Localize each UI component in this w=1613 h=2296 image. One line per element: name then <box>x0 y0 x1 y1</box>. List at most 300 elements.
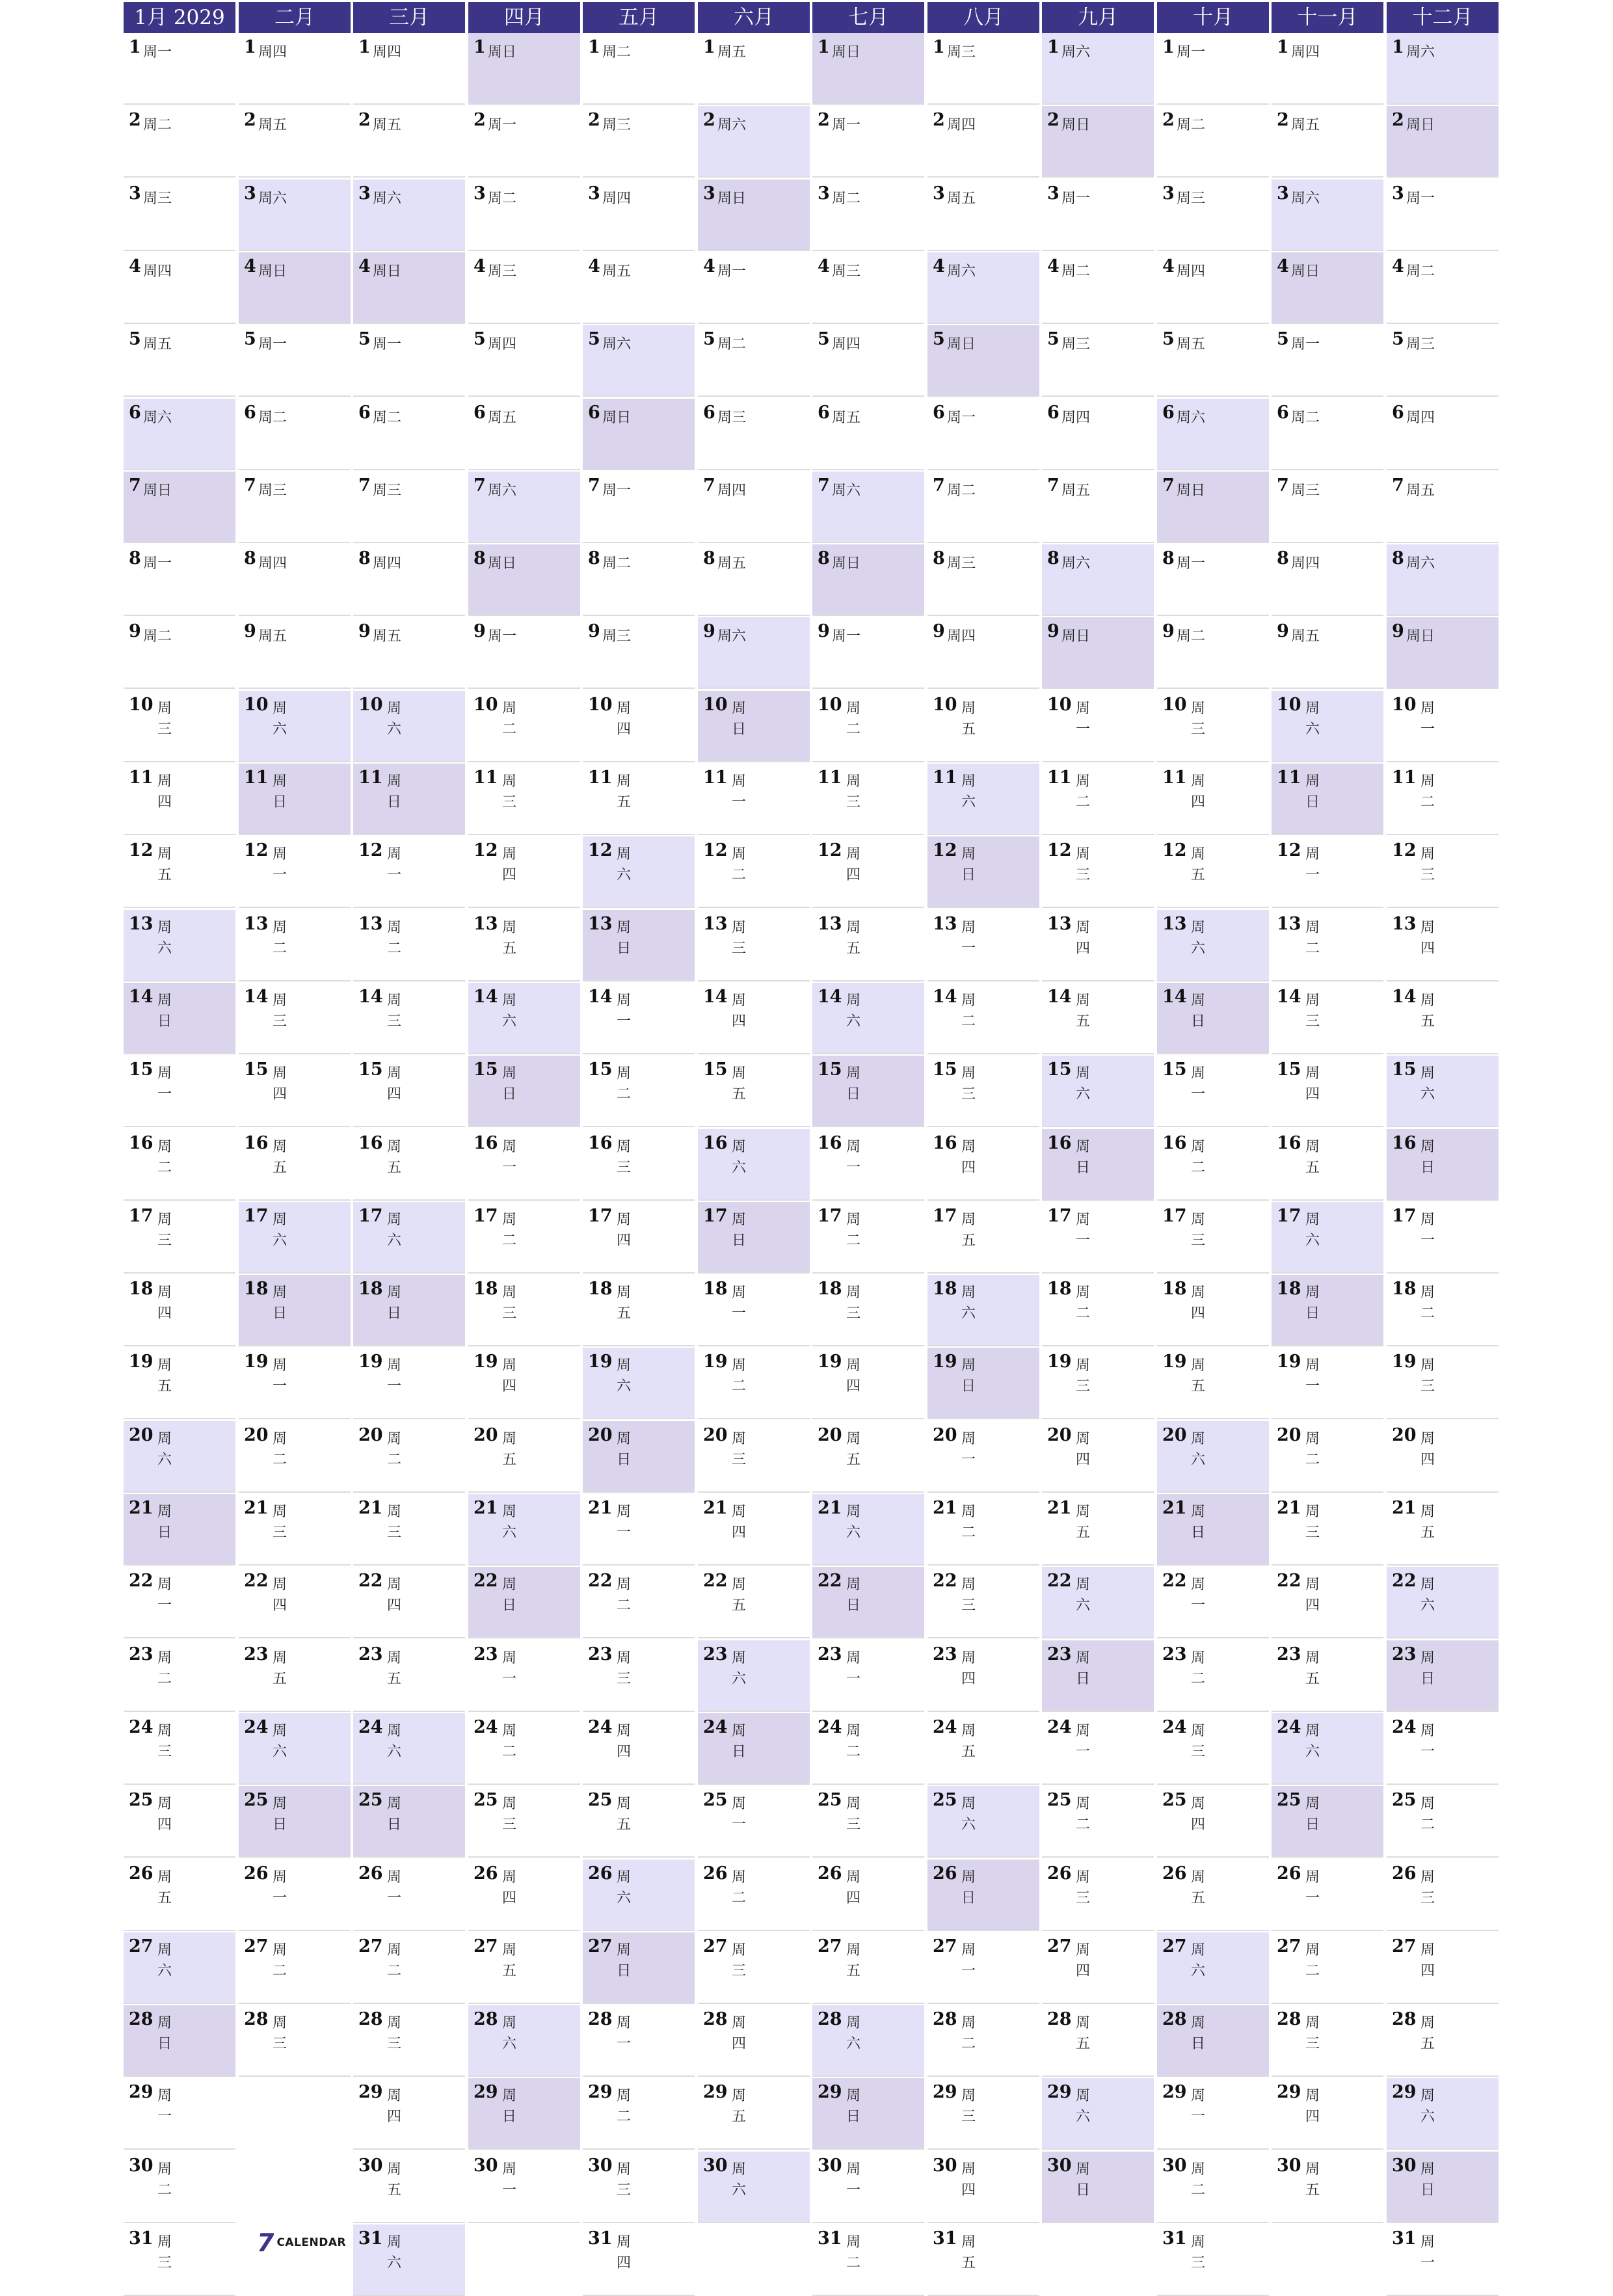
day-number: 16 <box>1277 1133 1301 1153</box>
weekday-label: 周一 <box>502 1650 517 1687</box>
day-cell <box>239 764 351 835</box>
day-number: 2 <box>358 110 371 130</box>
weekday-label: 周六 <box>1305 701 1320 738</box>
day-cell <box>353 1786 465 1858</box>
day-number: 24 <box>588 1717 613 1737</box>
day-cell <box>1272 617 1383 689</box>
weekday-label: 周六 <box>157 1942 172 1979</box>
weekday-label: 周二 <box>1061 263 1091 280</box>
day-number: 18 <box>1047 1279 1072 1299</box>
weekday-label: 周一 <box>157 1065 172 1102</box>
day-number: 31 <box>933 2228 957 2249</box>
day-number: 23 <box>818 1644 842 1664</box>
day-cell <box>1042 1421 1154 1493</box>
day-number: 9 <box>703 621 715 641</box>
day-number: 3 <box>1277 183 1289 204</box>
day-number: 6 <box>473 403 486 423</box>
day-cell <box>698 836 810 908</box>
day-cell <box>468 691 580 762</box>
weekday-label: 周四 <box>1420 1942 1435 1979</box>
weekday-label: 周六 <box>832 483 861 499</box>
day-cell <box>468 1421 580 1493</box>
day-number: 9 <box>244 621 256 641</box>
day-number: 12 <box>818 840 842 861</box>
day-number: 20 <box>1162 1425 1187 1445</box>
weekday-label: 周四 <box>1076 920 1091 957</box>
weekday-label: 周二 <box>961 2015 976 2052</box>
weekday-label: 周日 <box>717 191 747 207</box>
day-number: 5 <box>1277 329 1289 349</box>
weekday-label: 周六 <box>157 920 172 957</box>
day-number: 31 <box>358 2228 383 2249</box>
month-header: 1月 2029 <box>124 2 235 33</box>
day-number: 10 <box>1047 695 1072 715</box>
day-cell <box>698 1567 810 1638</box>
weekday-label: 周五 <box>1305 1139 1320 1176</box>
weekday-label: 周日 <box>143 483 172 499</box>
day-cell <box>812 1713 924 1785</box>
day-cell <box>124 2152 235 2223</box>
day-number: 22 <box>244 1571 269 1591</box>
month-header: 九月 <box>1042 2 1154 33</box>
weekday-label: 周四 <box>157 1796 172 1833</box>
day-cell <box>1272 1713 1383 1785</box>
day-number: 14 <box>358 987 383 1007</box>
weekday-label: 周日 <box>488 44 517 60</box>
day-number: 7 <box>1162 475 1175 496</box>
day-cell <box>124 1056 235 1127</box>
day-number: 17 <box>358 1206 383 1226</box>
weekday-label: 周五 <box>373 628 402 645</box>
day-number: 19 <box>244 1352 269 1372</box>
weekday-label: 周五 <box>832 410 861 426</box>
day-number: 15 <box>1392 1060 1417 1080</box>
weekday-label: 周日 <box>732 1212 747 1249</box>
day-cell <box>1272 1932 1383 2004</box>
weekday-label: 周五 <box>602 263 632 280</box>
day-number: 5 <box>933 329 945 349</box>
day-cell <box>353 2224 465 2296</box>
weekday-label: 周三 <box>846 1796 861 1833</box>
day-cell <box>1042 2152 1154 2223</box>
day-number: 17 <box>933 1206 957 1226</box>
day-number: 5 <box>1392 329 1404 349</box>
day-cell <box>1272 1275 1383 1346</box>
day-number: 21 <box>588 1498 613 1518</box>
day-cell <box>468 1494 580 1566</box>
day-number: 18 <box>358 1279 383 1299</box>
day-cell <box>468 764 580 835</box>
day-cell <box>927 1713 1039 1785</box>
day-number: 4 <box>473 256 486 276</box>
day-number: 29 <box>473 2082 498 2102</box>
day-cell <box>583 1932 695 2004</box>
weekday-label: 周四 <box>502 846 517 883</box>
day-number: 30 <box>1392 2156 1417 2176</box>
weekday-label: 周六 <box>1406 555 1435 572</box>
weekday-label: 周六 <box>1061 555 1091 572</box>
weekday-label: 周日 <box>1177 483 1206 499</box>
day-number: 12 <box>1047 840 1072 861</box>
day-number: 3 <box>933 183 945 204</box>
weekday-label: 周一 <box>273 1869 287 1906</box>
day-number: 26 <box>1392 1863 1417 1884</box>
day-cell <box>927 1056 1039 1127</box>
day-number: 21 <box>473 1498 498 1518</box>
day-cell <box>583 1494 695 1566</box>
day-cell <box>239 106 351 178</box>
day-cell <box>812 764 924 835</box>
day-number: 12 <box>703 840 728 861</box>
day-number: 27 <box>1047 1936 1072 1956</box>
day-number: 26 <box>703 1863 728 1884</box>
day-cell <box>1387 325 1499 397</box>
weekday-label: 周四 <box>617 701 632 738</box>
day-cell <box>1387 2078 1499 2150</box>
day-cell <box>927 1275 1039 1346</box>
weekday-label: 周一 <box>157 2088 172 2125</box>
weekday-label: 周六 <box>373 191 402 207</box>
weekday-label: 周六 <box>717 117 747 133</box>
day-cell <box>812 1860 924 1931</box>
day-cell <box>468 1786 580 1858</box>
day-number: 14 <box>129 987 153 1007</box>
day-number: 25 <box>358 1790 383 1810</box>
weekday-label: 周三 <box>1291 483 1320 499</box>
day-cell <box>583 1421 695 1493</box>
day-cell <box>698 764 810 835</box>
weekday-label: 周日 <box>1420 1650 1435 1687</box>
day-number: 25 <box>244 1790 269 1810</box>
weekday-label: 周二 <box>732 846 747 883</box>
day-cell <box>124 1494 235 1566</box>
day-number: 7 <box>473 475 486 496</box>
weekday-label: 周二 <box>1406 263 1435 280</box>
day-cell <box>353 1567 465 1638</box>
day-cell <box>468 399 580 470</box>
day-cell <box>1042 1275 1154 1346</box>
weekday-label: 周四 <box>373 555 402 572</box>
weekday-label: 周日 <box>846 1065 861 1102</box>
day-number: 4 <box>818 256 830 276</box>
day-cell <box>239 836 351 908</box>
weekday-label: 周五 <box>961 701 976 738</box>
day-cell <box>812 1129 924 1201</box>
day-cell <box>812 1494 924 1566</box>
weekday-label: 周一 <box>1191 1065 1206 1102</box>
weekday-label: 周日 <box>1191 2015 1206 2052</box>
day-cell <box>812 2005 924 2077</box>
day-cell <box>583 1567 695 1638</box>
weekday-label: 周五 <box>947 191 976 207</box>
day-number: 2 <box>244 110 256 130</box>
day-cell <box>698 1275 810 1346</box>
day-cell <box>1157 1932 1269 2004</box>
day-cell <box>124 836 235 908</box>
day-cell <box>1272 252 1383 324</box>
day-number: 15 <box>588 1060 613 1080</box>
weekday-label: 周一 <box>1076 1723 1091 1760</box>
day-cell <box>583 1129 695 1201</box>
day-cell <box>353 1056 465 1127</box>
day-number: 4 <box>933 256 945 276</box>
day-cell <box>1157 1056 1269 1127</box>
day-cell <box>1157 252 1269 324</box>
weekday-label: 周日 <box>832 555 861 572</box>
weekday-label: 周三 <box>1191 1212 1206 1249</box>
day-cell <box>468 252 580 324</box>
weekday-label: 周五 <box>846 1431 861 1468</box>
day-number: 25 <box>1162 1790 1187 1810</box>
weekday-label: 周五 <box>1305 2161 1320 2198</box>
day-number: 5 <box>358 329 371 349</box>
weekday-label: 周一 <box>617 2015 632 2052</box>
day-number: 14 <box>1162 987 1187 1007</box>
weekday-label: 周三 <box>732 1431 747 1468</box>
day-cell <box>927 983 1039 1054</box>
day-cell <box>1387 983 1499 1054</box>
weekday-label: 周四 <box>143 263 172 280</box>
weekday-label: 周四 <box>717 483 747 499</box>
weekday-label: 周六 <box>1305 1212 1320 1249</box>
day-number: 3 <box>1162 183 1175 204</box>
day-cell <box>583 1713 695 1785</box>
day-cell <box>698 2152 810 2223</box>
day-cell <box>1157 1275 1269 1346</box>
day-cell <box>927 1421 1039 1493</box>
day-number: 24 <box>818 1717 842 1737</box>
month-column-12 <box>1387 0 1499 2282</box>
day-cell <box>353 252 465 324</box>
weekday-label: 周六 <box>1076 1065 1091 1102</box>
weekday-label: 周四 <box>961 2161 976 2198</box>
day-number: 21 <box>244 1498 269 1518</box>
weekday-label: 周六 <box>846 2015 861 2052</box>
weekday-label: 周二 <box>832 191 861 207</box>
weekday-label: 周日 <box>602 410 632 426</box>
day-number: 20 <box>818 1425 842 1445</box>
day-cell <box>239 983 351 1054</box>
day-number: 26 <box>933 1863 957 1884</box>
day-number: 21 <box>358 1498 383 1518</box>
day-cell <box>927 1786 1039 1858</box>
day-cell <box>1272 325 1383 397</box>
day-cell <box>353 1932 465 2004</box>
weekday-label: 周三 <box>1076 846 1091 883</box>
day-cell <box>1042 252 1154 324</box>
day-cell <box>1272 1786 1383 1858</box>
weekday-label: 周三 <box>273 2015 287 2052</box>
weekday-label: 周一 <box>1291 336 1320 353</box>
day-number: 22 <box>1392 1571 1417 1591</box>
day-number: 13 <box>1277 914 1301 934</box>
day-number: 30 <box>933 2156 957 2176</box>
day-cell <box>239 33 351 105</box>
day-cell <box>812 472 924 543</box>
day-number: 25 <box>588 1790 613 1810</box>
day-cell <box>698 1494 810 1566</box>
day-number: 2 <box>933 110 945 130</box>
day-cell <box>583 33 695 105</box>
weekday-label: 周二 <box>1191 1139 1206 1176</box>
day-number: 8 <box>1047 548 1060 568</box>
day-number: 7 <box>933 475 945 496</box>
day-number: 8 <box>244 548 256 568</box>
weekday-label: 周六 <box>258 191 287 207</box>
day-number: 23 <box>588 1644 613 1664</box>
day-cell <box>468 2078 580 2150</box>
day-cell <box>353 399 465 470</box>
day-cell <box>1387 1129 1499 1201</box>
weekday-label: 周四 <box>157 1285 172 1322</box>
weekday-label: 周四 <box>1305 1577 1320 1614</box>
weekday-label: 周四 <box>1191 1285 1206 1322</box>
day-number: 19 <box>129 1352 153 1372</box>
day-number: 2 <box>129 110 141 130</box>
day-cell <box>468 1932 580 2004</box>
day-number: 6 <box>1047 403 1060 423</box>
day-cell <box>1042 691 1154 762</box>
day-cell <box>468 1129 580 1201</box>
day-number: 14 <box>1047 987 1072 1007</box>
day-cell <box>1387 544 1499 616</box>
day-number: 23 <box>1047 1644 1072 1664</box>
weekday-label: 周日 <box>846 2088 861 2125</box>
weekday-label: 周一 <box>502 1139 517 1176</box>
weekday-label: 周二 <box>732 1357 747 1395</box>
day-number: 23 <box>703 1644 728 1664</box>
day-number: 11 <box>1277 768 1301 788</box>
day-number: 1 <box>588 37 600 57</box>
weekday-label: 周一 <box>1076 701 1091 738</box>
day-number: 2 <box>703 110 715 130</box>
day-cell <box>927 617 1039 689</box>
weekday-label: 周三 <box>387 1504 402 1541</box>
day-cell <box>927 1348 1039 1419</box>
weekday-label: 周四 <box>732 2015 747 2052</box>
day-cell <box>1042 325 1154 397</box>
day-cell <box>124 544 235 616</box>
day-number: 21 <box>1162 1498 1187 1518</box>
weekday-label: 周四 <box>1177 263 1206 280</box>
day-cell <box>698 544 810 616</box>
weekday-label: 周二 <box>387 1942 402 1979</box>
day-number: 28 <box>933 2009 957 2029</box>
day-cell <box>468 1056 580 1127</box>
weekday-label: 周五 <box>1420 993 1435 1030</box>
weekday-label: 周三 <box>1191 701 1206 738</box>
day-cell <box>812 544 924 616</box>
day-cell <box>124 180 235 251</box>
weekday-label: 周二 <box>1191 2161 1206 2198</box>
weekday-label: 周日 <box>502 2088 517 2125</box>
day-cell <box>124 2078 235 2150</box>
day-number: 30 <box>1162 2156 1187 2176</box>
day-number: 14 <box>1277 987 1301 1007</box>
day-number: 16 <box>703 1133 728 1153</box>
day-number: 10 <box>473 695 498 715</box>
day-number: 4 <box>129 256 141 276</box>
day-cell <box>468 910 580 981</box>
day-number: 29 <box>129 2082 153 2102</box>
day-number: 11 <box>358 768 383 788</box>
day-cell <box>812 1275 924 1346</box>
weekday-label: 周一 <box>143 44 172 60</box>
weekday-label: 周四 <box>1305 2088 1320 2125</box>
weekday-label: 周六 <box>387 701 402 738</box>
weekday-label: 周五 <box>732 1577 747 1614</box>
month-header: 七月 <box>812 2 924 33</box>
day-number: 15 <box>473 1060 498 1080</box>
day-number: 2 <box>1277 110 1289 130</box>
day-number: 24 <box>1047 1717 1072 1737</box>
weekday-label: 周日 <box>387 773 402 810</box>
day-cell <box>927 691 1039 762</box>
weekday-label: 周四 <box>1191 1796 1206 1833</box>
day-cell <box>812 2224 924 2296</box>
day-cell <box>927 399 1039 470</box>
day-number: 27 <box>1162 1936 1187 1956</box>
day-number: 29 <box>588 2082 613 2102</box>
day-cell <box>812 1640 924 1712</box>
day-number: 7 <box>818 475 830 496</box>
weekday-label: 周五 <box>143 336 172 353</box>
day-number: 12 <box>588 840 613 861</box>
day-number: 8 <box>703 548 715 568</box>
weekday-label: 周五 <box>157 1357 172 1395</box>
day-number: 28 <box>1047 2009 1072 2029</box>
weekday-label: 周五 <box>1420 1504 1435 1541</box>
day-cell <box>698 1129 810 1201</box>
day-cell <box>698 617 810 689</box>
weekday-label: 周六 <box>1191 920 1206 957</box>
weekday-label: 周一 <box>373 336 402 353</box>
day-cell <box>1272 1494 1383 1566</box>
day-number: 25 <box>818 1790 842 1810</box>
weekday-label: 周日 <box>273 773 287 810</box>
day-number: 8 <box>588 548 600 568</box>
weekday-label: 周三 <box>502 1796 517 1833</box>
day-number: 15 <box>1277 1060 1301 1080</box>
weekday-label: 周五 <box>732 2088 747 2125</box>
day-cell <box>583 1275 695 1346</box>
weekday-label: 周日 <box>1076 1139 1091 1176</box>
day-cell <box>927 1567 1039 1638</box>
weekday-label: 周日 <box>273 1796 287 1833</box>
weekday-label: 周日 <box>488 555 517 572</box>
day-number: 13 <box>473 914 498 934</box>
day-number: 13 <box>588 914 613 934</box>
day-number: 17 <box>129 1206 153 1226</box>
weekday-label: 周日 <box>732 1723 747 1760</box>
weekday-label: 周四 <box>273 1065 287 1102</box>
day-number: 16 <box>358 1133 383 1153</box>
day-number: 7 <box>1047 475 1060 496</box>
weekday-label: 周四 <box>387 1065 402 1102</box>
day-number: 4 <box>244 256 256 276</box>
weekday-label: 周日 <box>1191 1504 1206 1541</box>
month-column-3 <box>353 0 465 2282</box>
day-number: 13 <box>1162 914 1187 934</box>
day-cell <box>1272 544 1383 616</box>
month-column-8 <box>927 0 1039 2282</box>
weekday-label: 周二 <box>846 2234 861 2271</box>
day-cell <box>698 1202 810 1274</box>
day-cell <box>1042 33 1154 105</box>
day-cell <box>1157 1713 1269 1785</box>
weekday-label: 周五 <box>961 1212 976 1249</box>
day-cell <box>239 1129 351 1201</box>
